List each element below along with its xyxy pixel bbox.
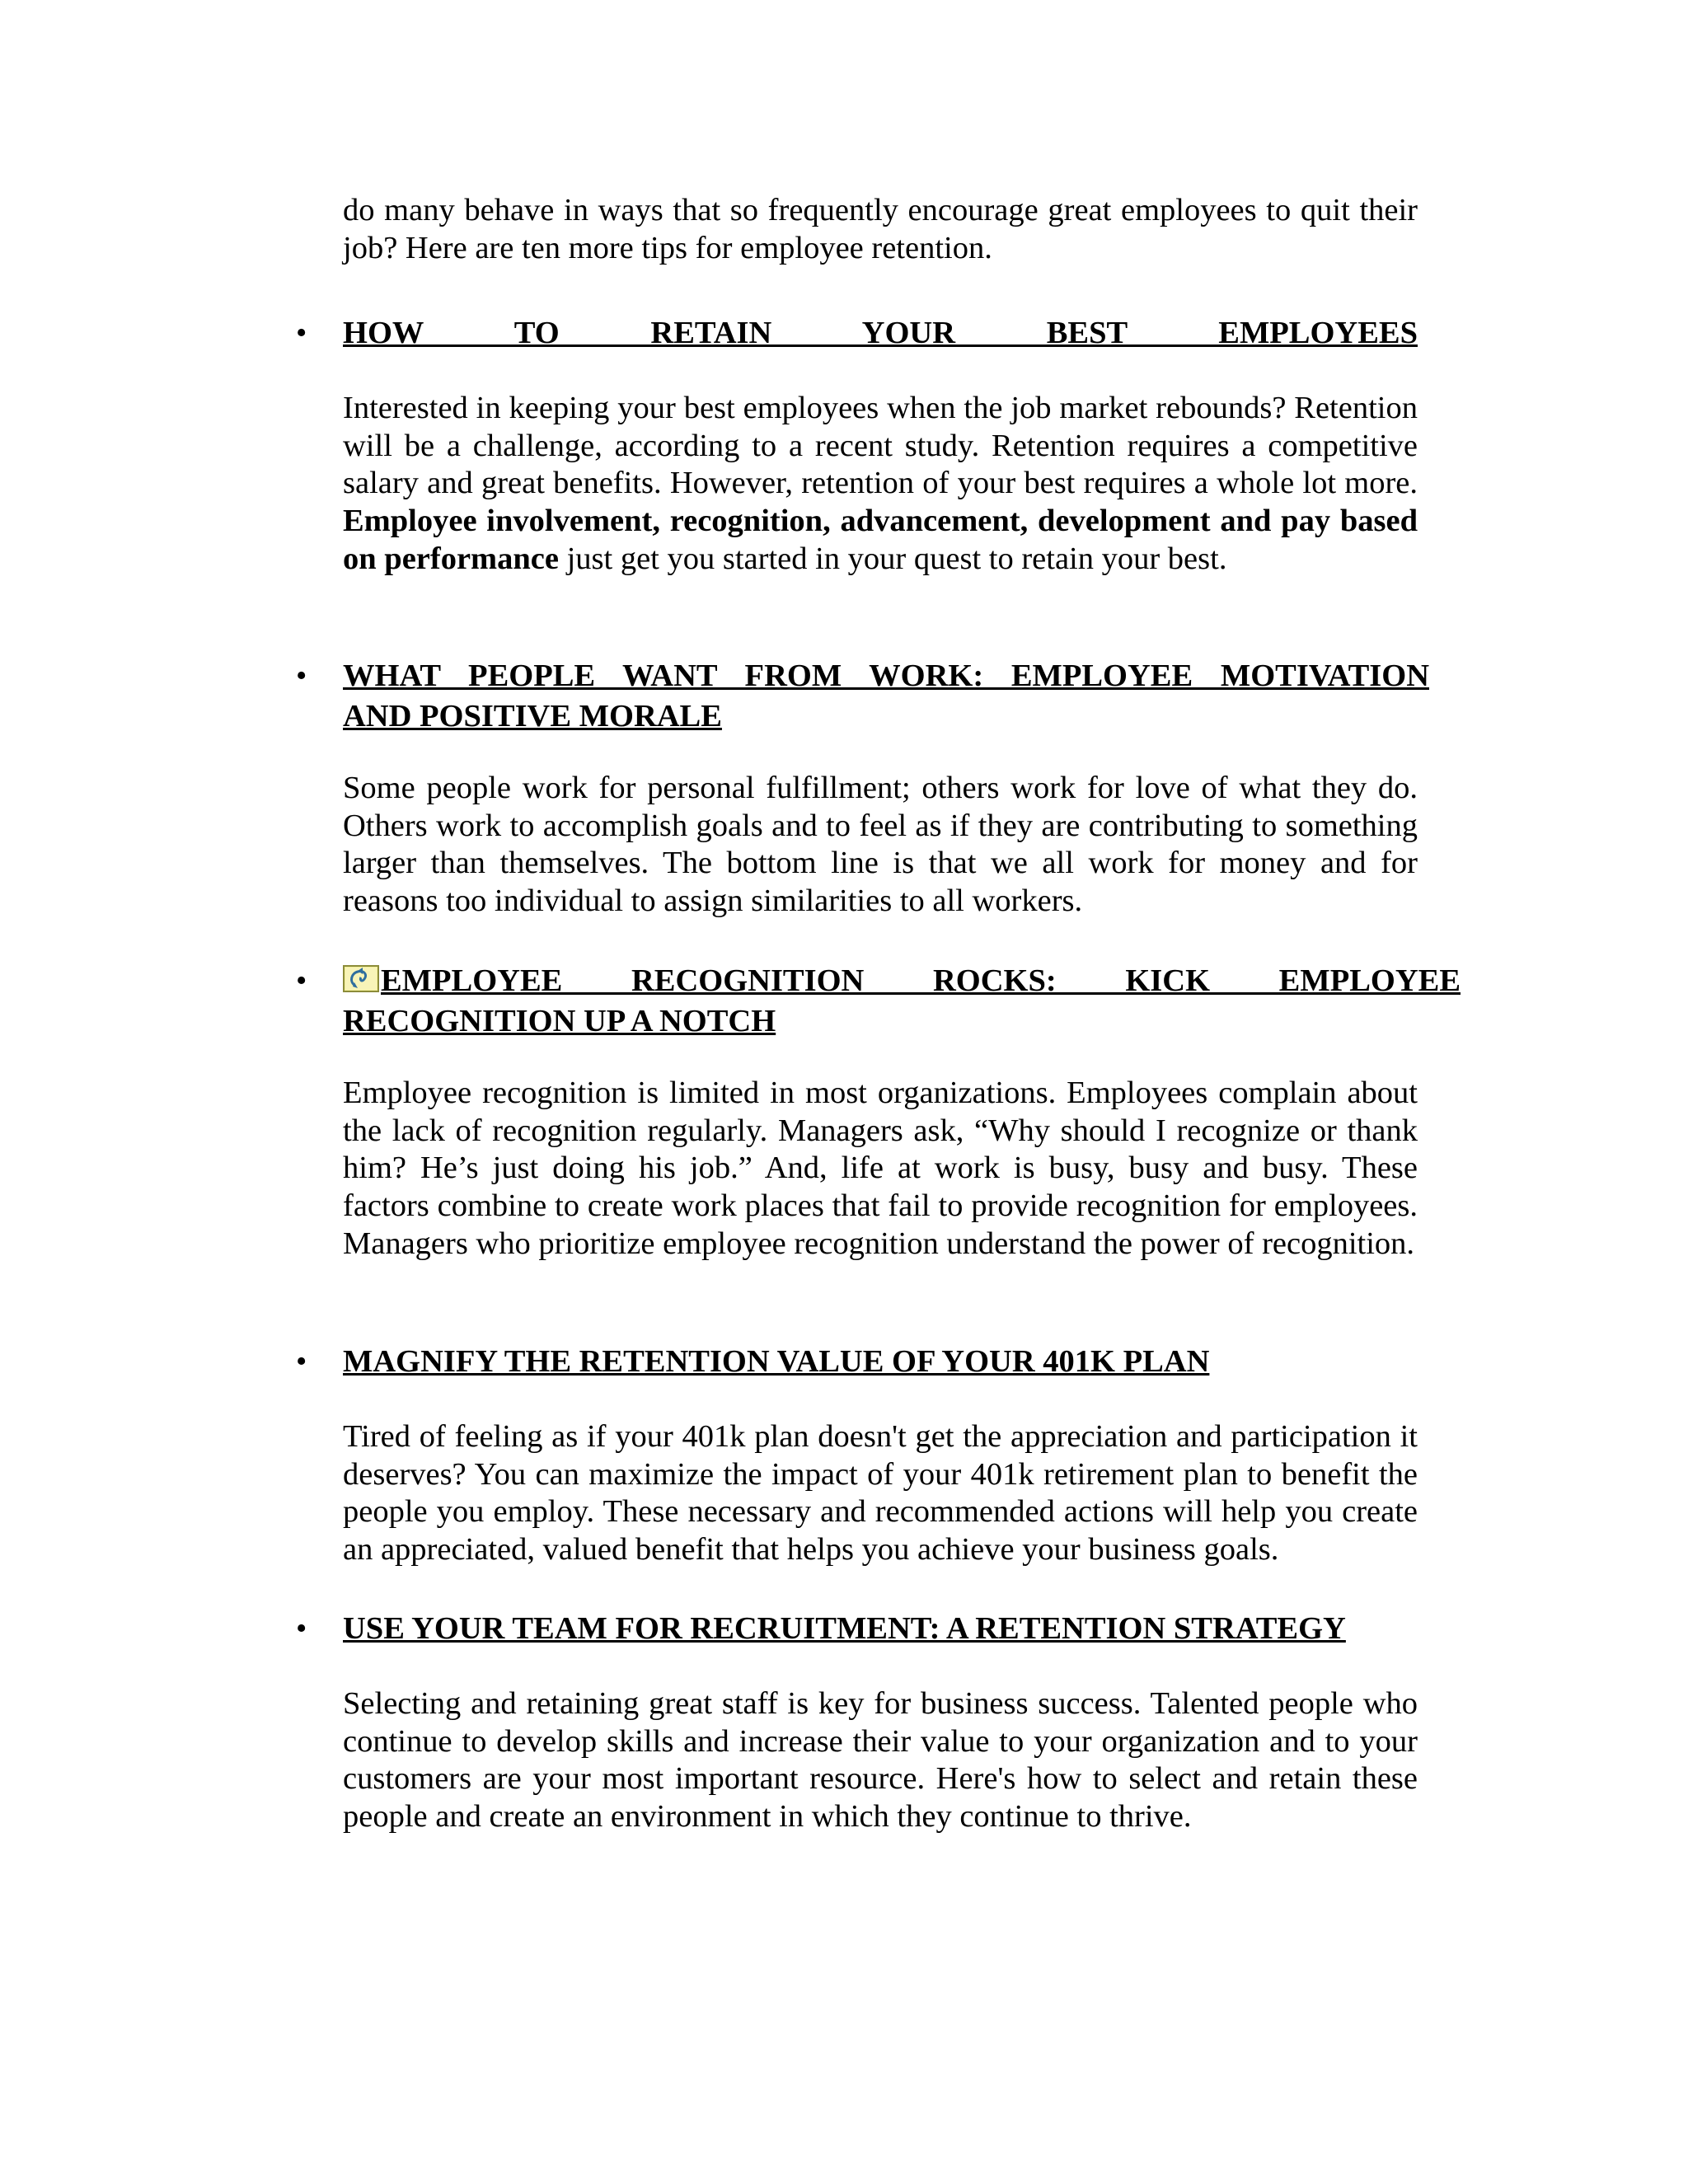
section-body: Selecting and retaining great staff is key for business success. Talented people who continue to develop skills and increase their value to your organization and to your customers are your most important resource. Here's how to select and retain these people and create an environment in which they continue to thrive. xyxy=(343,1686,1418,1835)
intro-paragraph: do many behave in ways that so frequently encourage great employees to quit their job? Here are ten more tips for employee retention. xyxy=(343,193,1418,265)
section-heading: USE YOUR TEAM FOR RECRUITMENT: A RETENTION STRATEGY xyxy=(343,1611,1346,1646)
bullet: • xyxy=(296,316,307,350)
section-body: Tired of feeling as if your 401k plan doesn't get the appreciation and participation it deserves? You can maximize the impact of your 401k retirement plan to benefit the people you employ. These necessary and recommended actions will help you create an appreciated, valued benefit that helps you achieve your business goals. xyxy=(343,1419,1418,1568)
bullet: • xyxy=(296,1611,307,1646)
section-heading: MAGNIFY THE RETENTION VALUE OF YOUR 401K PLAN xyxy=(343,1344,1210,1379)
bullet: • xyxy=(296,658,307,693)
bold-emphasis: Employee involvement, recognition, advancement, development and pay based on performance xyxy=(343,504,1418,576)
section-employee-recognition xyxy=(296,961,1461,1263)
tip-icon xyxy=(343,965,379,992)
section-heading: HOW TO RETAIN YOUR BEST EMPLOYEES xyxy=(343,316,1418,350)
section-body: Some people work for personal fulfillment; others work for love of what they do. Others work to accomplish goals and to feel as if they are contributing to something larger than themselves. The bottom line is that we all work for money and for reasons too individual to assign similarities to all workers. xyxy=(343,771,1418,919)
bullet: • xyxy=(296,1344,307,1379)
section-body: Interested in keeping your best employees when the job market rebounds? Retention will be a challenge, according to a recent study. Retention requires a competitive salary and great benefits. However, retention of your best requires a whole lot more. Employee involvement, recognition, advancement, development and pay based on performance just get you started in your quest to retain your best. xyxy=(343,391,1418,576)
section-retain-best-employees xyxy=(296,313,1418,579)
section-what-people-want xyxy=(296,656,1429,921)
bullet: • xyxy=(296,963,307,998)
section-body: Employee recognition is limited in most organizations. Employees complain about the lack of recognition regularly. Managers ask, “Why should I recognize or thank him? He’s just doing his job.” And, life at work is busy, busy and busy. These factors combine to create work places that fail to provide recognition for employees. Managers who prioritize employee recognition understand the power of recognition. xyxy=(343,1076,1418,1261)
section-heading: EMPLOYEE RECOGNITION ROCKS: KICK EMPLOYEE RECOGNITION UP A NOTCH xyxy=(343,963,1461,1038)
section-team-recruitment xyxy=(296,1609,1418,1836)
section-heading: WHAT PEOPLE WANT FROM WORK: EMPLOYEE MOTIVATION AND POSITIVE MORALE xyxy=(343,658,1429,733)
section-401k-plan xyxy=(296,1342,1418,1569)
